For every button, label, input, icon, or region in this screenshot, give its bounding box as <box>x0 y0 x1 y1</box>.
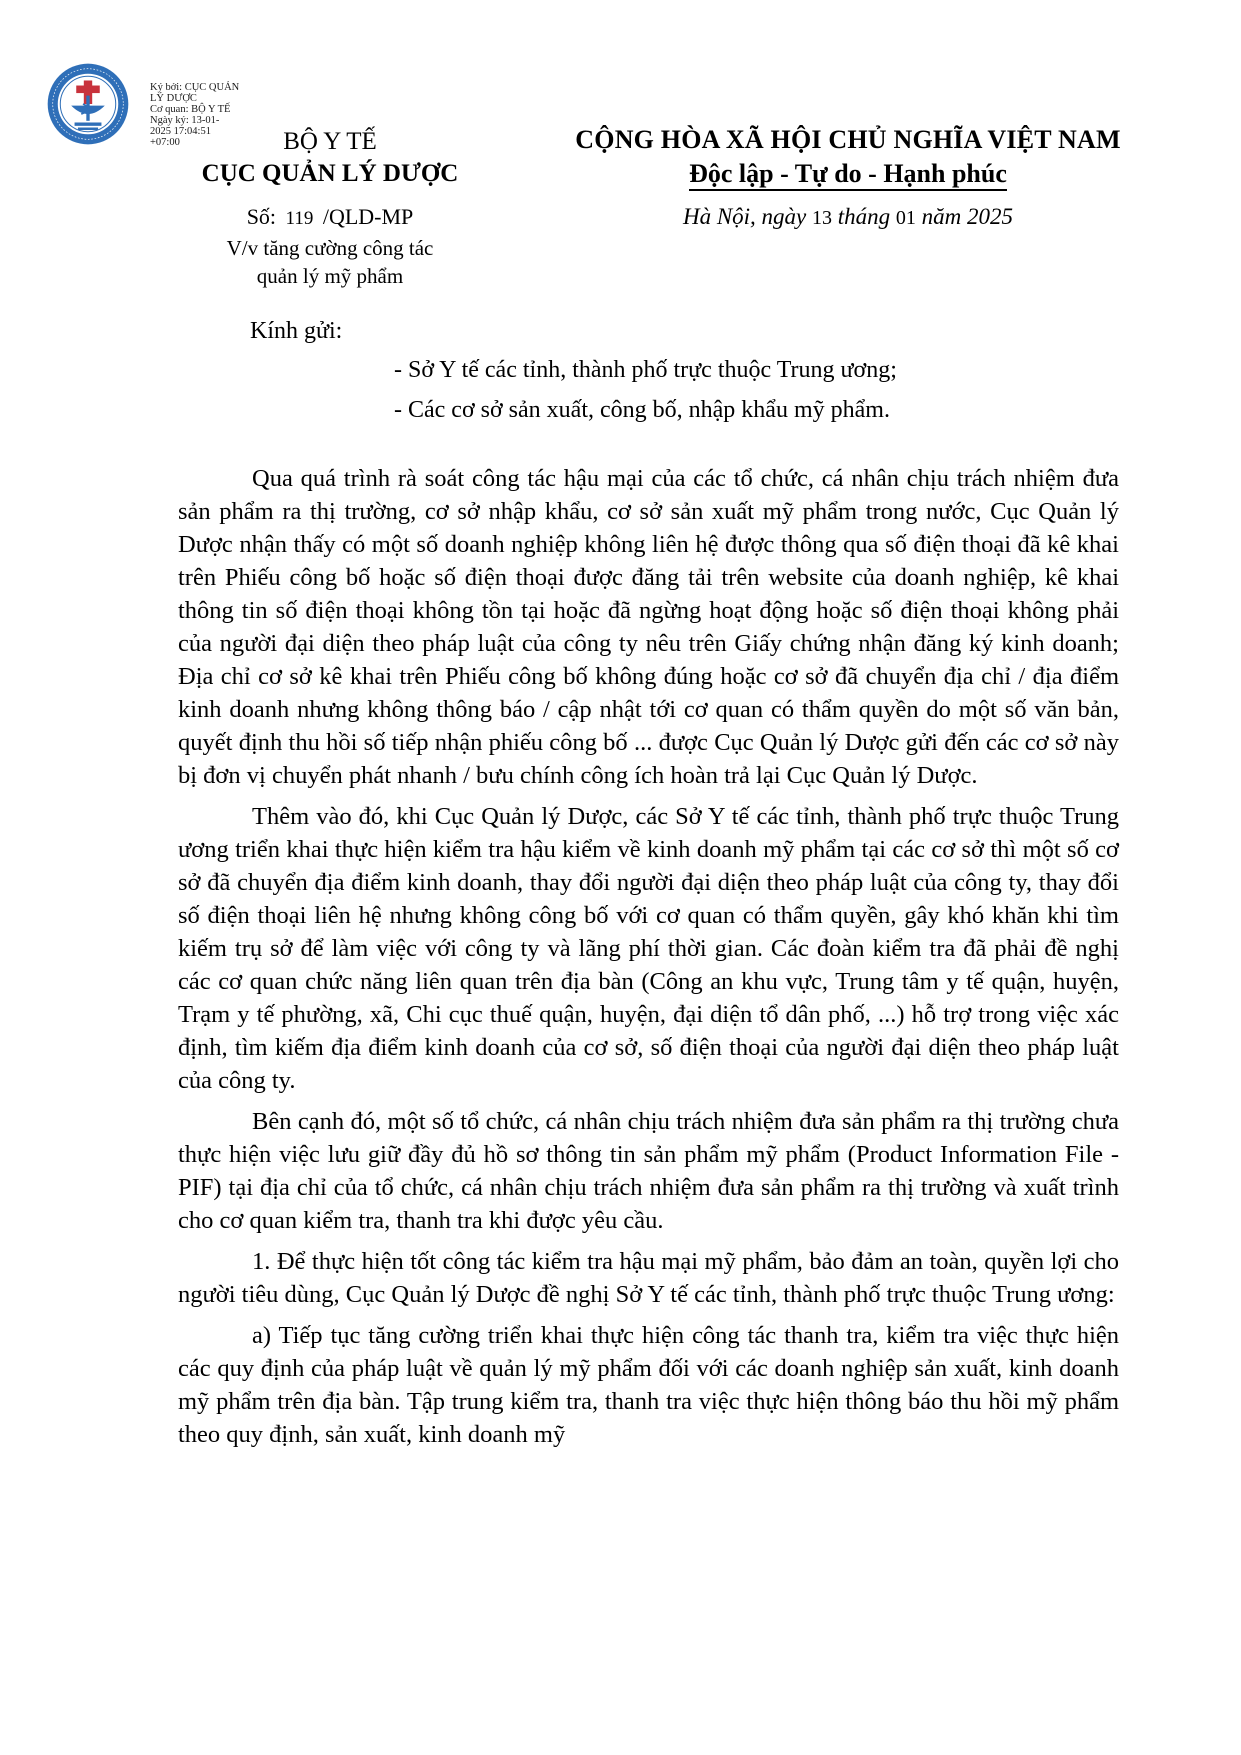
recipient-item: - Sở Y tế các tỉnh, thành phố trực thuộc Trung ương; <box>394 357 897 383</box>
signature-line: 2025 17:04:51 <box>150 126 211 137</box>
signature-line: Ngày ký: 13-01- <box>150 115 220 126</box>
month-label: tháng <box>837 204 891 229</box>
department-name: CỤC QUẢN LÝ DƯỢC <box>201 160 459 187</box>
subject-line: V/v tăng cường công tác <box>226 236 434 260</box>
body-paragraph: Thêm vào đó, khi Cục Quản lý Dược, các Sở Y tế các tỉnh, thành phố trực thuộc Trung ương triển khai thực hiện kiểm tra hậu kiểm về kinh doanh mỹ phẩm tại các cơ sở thì một số cơ sở đã chuyển địa điểm kinh doanh, thay đổi người đại diện theo pháp luật của công ty, thay đổi số điện thoại liên hệ nhưng không công bố với cơ quan có thẩm quyền, gây khó khăn khi tìm kiếm trụ sở để làm việc với công ty và lãng phí thời gian. Các đoàn kiểm tra đã phải đề nghị các cơ quan chức năng liên quan trên địa bàn (Công an khu vực, Trung tâm y tế quận, huyện, Trạm y tế phường, xã, Chi cục thuế quận, huyện, đại diện tổ dân phố, ...) hỗ trợ trong việc xác định, tìm kiếm địa điểm kinh doanh của cơ sở, số điện thoại của người đại diện theo pháp luật của công ty. <box>178 803 1119 1094</box>
document-body <box>178 462 1119 1459</box>
document-number <box>170 204 490 230</box>
seal-emblem-icon <box>46 62 130 146</box>
place-and-date <box>528 204 1168 230</box>
subject-line: quản lý mỹ phẩm <box>256 264 404 288</box>
signature-line: +07:00 <box>150 137 180 148</box>
number-suffix: /QLD-MP <box>322 204 414 229</box>
body-paragraph: Qua quá trình rà soát công tác hậu mại của các tổ chức, cá nhân chịu trách nhiệm đưa sản phẩm ra thị trường, cơ sở nhập khẩu, cơ sở sản xuất mỹ phẩm trong nước, Cục Quản lý Dược nhận thấy có một số doanh nghiệp không liên hệ được thông qua số điện thoại đã kê khai trên Phiếu công bố hoặc số điện thoại được đăng tải trên website của doanh nghiệp, kê khai thông tin số điện thoại không tồn tại hoặc đã ngừng hoạt động hoặc số điện thoại không phải của người đại diện theo pháp luật của công ty nêu trên Giấy chứng nhận đăng ký kinh doanh; Địa chỉ cơ sở kê khai trên Phiếu công bố không đúng hoặc cơ sở đã chuyển địa chỉ / địa điểm kinh doanh nhưng không thông báo / cập nhật tới cơ quan có thẩm quyền do một số văn bản, quyết định thu hồi số tiếp nhận phiếu công bố ... được Cục Quản lý Dược gửi đến các cơ sở này bị đơn vị chuyển phát nhanh / bưu chính công ích hoàn trả lại Cục Quản lý Dược. <box>178 465 1119 789</box>
signature-line: Cơ quan: BỘ Y TẾ <box>150 104 231 115</box>
greeting: Kính gửi: <box>250 318 343 344</box>
number-value: 119 <box>285 208 314 229</box>
body-paragraph: Bên cạnh đó, một số tổ chức, cá nhân chịu trách nhiệm đưa sản phẩm ra thị trường chưa thực hiện việc lưu giữ đầy đủ hồ sơ thông tin sản phẩm mỹ phẩm (Product Information File - PIF) tại địa chỉ của tổ chức, cá nhân chịu trách nhiệm đưa sản phẩm ra thị trường và xuất trình cho cơ quan kiểm tra, thanh tra khi được yêu cầu. <box>178 1108 1119 1234</box>
national-motto <box>528 159 1168 189</box>
ministry-name: BỘ Y TẾ <box>283 128 377 155</box>
year-label: năm 2025 <box>921 204 1014 229</box>
document-subject <box>170 234 490 290</box>
motto-text: Độc lập - Tự do - Hạnh phúc <box>689 159 1007 191</box>
date-month: 01 <box>895 207 916 229</box>
number-prefix: Số: <box>246 204 277 229</box>
body-paragraph: 1. Để thực hiện tốt công tác kiểm tra hậu mại mỹ phẩm, bảo đảm an toàn, quyền lợi cho người tiêu dùng, Cục Quản lý Dược đề nghị Sở Y tế các tỉnh, thành phố trực thuộc Trung ương: <box>178 1248 1119 1308</box>
signature-line: LÝ DƯỢC <box>150 93 197 104</box>
date-day: 13 <box>812 207 833 229</box>
signature-line: Ký bởi: CỤC QUẢN <box>150 82 240 93</box>
recipient-item: - Các cơ sở sản xuất, công bố, nhập khẩu mỹ phẩm. <box>394 397 890 423</box>
republic-title: CỘNG HÒA XÃ HỘI CHỦ NGHĨA VIỆT NAM <box>575 125 1121 154</box>
body-paragraph: a) Tiếp tục tăng cường triển khai thực hiện công tác thanh tra, kiểm tra việc thực hiện các quy định của pháp luật về quản lý mỹ phẩm đối với các doanh nghiệp sản xuất, kinh doanh mỹ phẩm trên địa bàn. Tập trung kiểm tra, thanh tra việc thực hiện thông báo thu hồi mỹ phẩm theo quy định, sản xuất, kinh doanh mỹ <box>178 1322 1119 1448</box>
place-prefix: Hà Nội, ngày <box>682 204 807 229</box>
